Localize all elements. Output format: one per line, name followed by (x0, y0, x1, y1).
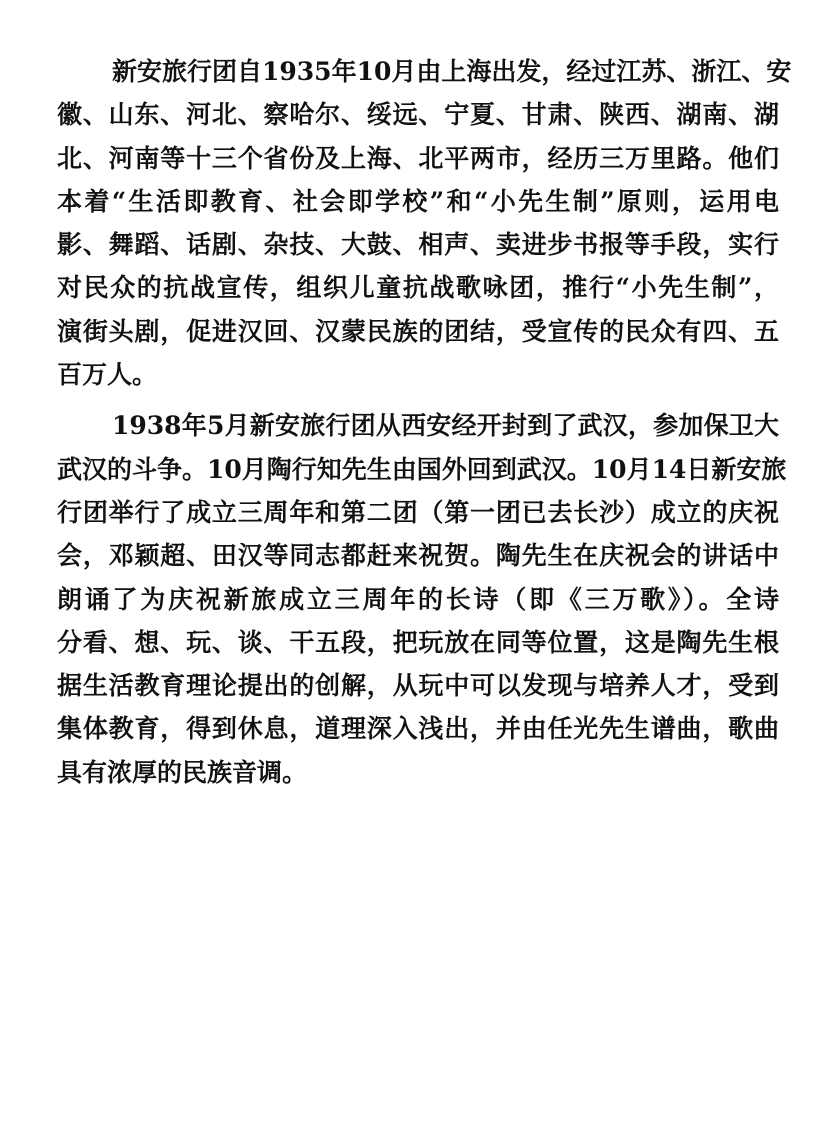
text-line: 影、舞蹈、话剧、杂技、大鼓、相声、卖进步书报等手段，实行 (57, 230, 779, 260)
text-line: 新安旅行团自1935年10月由上海出发，经过江苏、浙江、安 (112, 57, 792, 86)
text-line: 演街头剧，促进汉回、汉蒙民族的团结，受宣传的民众有四、五 (57, 316, 779, 346)
paragraph-2 (57, 404, 787, 794)
text-line: 分看、想、玩、谈、干五段，把玩放在同等位置，这是陶先生根 (57, 627, 779, 657)
text-line: 据生活教育理论提出的创解，从玩中可以发现与培养人才，受到 (57, 671, 779, 701)
text-line: 武汉的斗争。10月陶行知先生由国外回到武汉。10月14日新安旅 (57, 454, 787, 484)
text-line: 百万人。 (57, 360, 158, 390)
text-line: 本着“生活即教育、社会即学校”和“小先生制”原则，运用电 (57, 186, 779, 216)
text-line: 具有浓厚的民族音调。 (57, 757, 308, 787)
document-page (57, 50, 792, 794)
text-line: 对民众的抗战宣传，组织儿童抗战歌咏团，推行“小先生制”， (57, 273, 779, 303)
text-line: 北、河南等十三个省份及上海、北平两市，经历三万里路。他们 (57, 143, 779, 173)
text-line: 徽、山东、河北、察哈尔、绥远、宁夏、甘肃、陕西、湖南、湖 (57, 100, 779, 130)
text-line: 会，邓颖超、田汉等同志都赶来祝贺。陶先生在庆祝会的讲话中 (57, 541, 779, 571)
text-line: 朗诵了为庆祝新旅成立三周年的长诗（即《三万歌》）。全诗 (57, 584, 779, 614)
text-line: 行团举行了成立三周年和第二团（第一团已去长沙）成立的庆祝 (57, 497, 779, 527)
paragraph-1 (57, 50, 792, 396)
text-line: 1938年5月新安旅行团从西安经开封到了武汉，参加保卫大 (112, 411, 779, 441)
text-line: 集体教育，得到休息，道理深入浅出，并由任光先生谱曲，歌曲 (57, 714, 779, 744)
